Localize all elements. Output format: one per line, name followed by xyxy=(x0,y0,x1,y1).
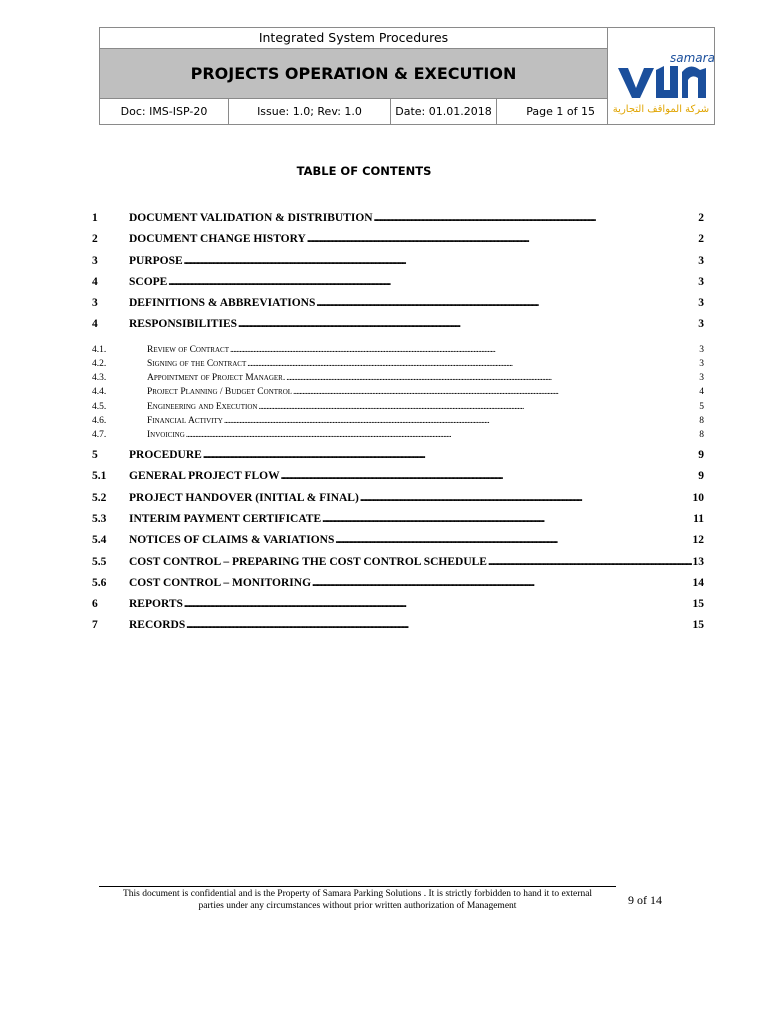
toc-leader-dots xyxy=(224,415,698,427)
toc-leader-dots xyxy=(307,232,697,247)
toc-entry-number: 4.3. xyxy=(92,373,107,384)
toc-entry-number: 1 xyxy=(92,212,98,224)
toc-entry-page: 15 xyxy=(692,619,704,632)
footer-divider xyxy=(99,886,616,887)
toc-entry-page: 8 xyxy=(699,415,704,426)
toc-leader-dots xyxy=(312,576,691,591)
toc-entry-title: Project Planning / Budget Control xyxy=(147,387,293,398)
header-page: Page 1 of 15 xyxy=(526,105,595,118)
footer-line-1: This document is confidential and is the Property of Samara Parking Solutions . It is strictly forbidden to hand it to external xyxy=(122,889,593,899)
table-of-contents xyxy=(92,211,704,640)
toc-entry-page: 3 xyxy=(698,297,704,310)
toc-entry-page: 4 xyxy=(699,387,704,398)
toc-entry-number: 5.6 xyxy=(92,576,107,589)
toc-entry-page: 14 xyxy=(692,576,704,589)
toc-entry-title: RECORDS xyxy=(129,619,186,632)
toc-subentry[interactable] xyxy=(92,415,704,429)
toc-entry-title: DEFINITIONS & ABBREVIATIONS xyxy=(129,297,316,310)
toc-entry-title: Invoicing xyxy=(147,429,185,440)
toc-entry[interactable] xyxy=(92,512,704,533)
toc-entry-number: 4.1. xyxy=(92,344,107,355)
header-system: Integrated System Procedures xyxy=(100,28,607,49)
toc-subentry[interactable] xyxy=(92,372,704,386)
toc-entry-title: COST CONTROL – MONITORING xyxy=(129,576,312,589)
toc-entry-title: DOCUMENT CHANGE HISTORY xyxy=(129,233,306,246)
toc-leader-dots xyxy=(258,401,698,413)
toc-entry-page: 5 xyxy=(699,401,704,412)
toc-leader-dots xyxy=(184,597,692,612)
toc-entry-title: DOCUMENT VALIDATION & DISTRIBUTION xyxy=(129,212,373,224)
toc-entry[interactable] xyxy=(92,491,704,512)
toc-entry-page: 3 xyxy=(699,373,704,384)
toc-entry-number: 5.3 xyxy=(92,512,107,525)
header-info xyxy=(100,28,608,124)
toc-entry[interactable] xyxy=(92,232,704,253)
header-title: PROJECTS OPERATION & EXECUTION xyxy=(100,49,607,99)
toc-entry-page: 3 xyxy=(699,344,704,355)
toc-entry-number: 4 xyxy=(92,318,98,331)
toc-entry-number: 3 xyxy=(92,254,98,267)
toc-entry-page: 15 xyxy=(692,598,704,611)
toc-entry-number: 4.4. xyxy=(92,387,107,398)
toc-leader-dots xyxy=(335,533,691,548)
toc-leader-dots xyxy=(488,555,692,570)
toc-title: TABLE OF CONTENTS xyxy=(296,164,432,178)
toc-entry-title: COST CONTROL – PREPARING THE COST CONTROL SCHEDULE xyxy=(129,555,487,568)
toc-entry-title: GENERAL PROJECT FLOW xyxy=(129,470,280,483)
toc-entry-page: 12 xyxy=(692,534,704,547)
toc-entry-page: 3 xyxy=(698,254,704,267)
company-logo xyxy=(608,28,714,124)
toc-leader-dots xyxy=(230,344,698,356)
toc-leader-dots xyxy=(281,469,698,484)
toc-entry-title: Review of Contract xyxy=(147,344,229,355)
toc-leader-dots xyxy=(374,211,698,226)
toc-entry-title: Engineering and Execution xyxy=(147,401,258,412)
toc-entry-page: 3 xyxy=(698,318,704,331)
toc-leader-dots xyxy=(168,275,697,290)
toc-entry-number: 2 xyxy=(92,233,98,246)
toc-entry-title: PURPOSE xyxy=(129,254,183,267)
header-doc: Doc: IMS-ISP-20 xyxy=(100,99,229,124)
toc-entry-number: 4.7. xyxy=(92,429,107,440)
toc-entry-page: 11 xyxy=(693,512,704,525)
toc-entry-number: 4.6. xyxy=(92,415,107,426)
toc-subentry[interactable] xyxy=(92,358,704,372)
toc-entry-number: 5.5 xyxy=(92,555,107,568)
toc-entry-title: PROCEDURE xyxy=(129,449,202,462)
footer-confidentiality xyxy=(99,889,616,912)
toc-entry-title: NOTICES OF CLAIMS & VARIATIONS xyxy=(129,534,335,547)
toc-leader-dots xyxy=(184,254,698,269)
toc-entry-title: REPORTS xyxy=(129,598,183,611)
header-issue: Issue: 1.0; Rev: 1.0 xyxy=(229,99,391,124)
toc-entry-number: 5.4 xyxy=(92,534,107,547)
toc-entry-number: 4 xyxy=(92,275,98,288)
header-date: Date: 01.01.2018 xyxy=(391,99,497,124)
toc-subentry[interactable] xyxy=(92,344,704,358)
toc-entry-page: 10 xyxy=(692,491,704,504)
toc-subentry[interactable] xyxy=(92,401,704,415)
toc-entry-page: 3 xyxy=(699,358,704,369)
toc-entry-title: PROJECT HANDOVER (INITIAL & FINAL) xyxy=(129,491,359,504)
toc-leader-dots xyxy=(186,618,691,633)
toc-subentry[interactable] xyxy=(92,386,704,400)
toc-entry-number: 7 xyxy=(92,619,98,632)
toc-leader-dots xyxy=(293,386,698,398)
toc-entry-number: 5.2 xyxy=(92,491,107,504)
toc-leader-dots xyxy=(286,372,698,384)
toc-entry-number: 5 xyxy=(92,449,98,462)
toc-entry-title: Financial Activity xyxy=(147,415,223,426)
toc-entry-title: INTERIM PAYMENT CERTIFICATE xyxy=(129,512,322,525)
logo-arabic-text: شركة المواقف التجارية xyxy=(612,104,710,115)
toc-entry-page: 8 xyxy=(699,429,704,440)
toc-entry[interactable] xyxy=(92,618,704,639)
toc-entry[interactable] xyxy=(92,597,704,618)
toc-entry-title: Signing of the Contract xyxy=(147,358,247,369)
toc-entry-title: RESPONSIBILITIES xyxy=(129,318,238,331)
toc-entry[interactable] xyxy=(92,254,704,275)
toc-entry[interactable] xyxy=(92,296,704,317)
toc-entry[interactable] xyxy=(92,533,704,554)
toc-leader-dots xyxy=(238,317,697,332)
toc-entry[interactable] xyxy=(92,275,704,296)
toc-entry-number: 6 xyxy=(92,598,98,611)
toc-entry[interactable] xyxy=(92,317,704,338)
toc-entry-page: 13 xyxy=(692,555,704,568)
toc-entry-page: 9 xyxy=(698,449,704,462)
toc-leader-dots xyxy=(186,429,698,441)
logo-latin-text: samara xyxy=(670,51,714,65)
toc-entry-title: SCOPE xyxy=(129,275,168,288)
samara-logo-icon xyxy=(608,28,714,124)
toc-leader-dots xyxy=(360,491,692,506)
toc-entry-page: 2 xyxy=(698,212,704,224)
footer-page-number: 9 of 14 xyxy=(628,893,662,907)
footer-line-2: parties under any circumstances without prior written authorization of Management xyxy=(198,900,517,911)
toc-entry-number: 3 xyxy=(92,297,98,310)
toc-entry-page: 3 xyxy=(698,275,704,288)
toc-leader-dots xyxy=(203,448,697,463)
toc-entry[interactable] xyxy=(92,211,704,232)
toc-entry[interactable] xyxy=(92,448,704,469)
toc-leader-dots xyxy=(322,512,692,527)
toc-entry-title: Appointment of Project Manager. xyxy=(147,373,286,384)
toc-entry-number: 5.1 xyxy=(92,470,107,483)
toc-entry[interactable] xyxy=(92,576,704,597)
toc-leader-dots xyxy=(316,296,697,311)
toc-entry[interactable] xyxy=(92,555,704,576)
toc-entry-number: 4.5. xyxy=(92,401,107,412)
toc-subentry[interactable] xyxy=(92,429,704,443)
toc-entry[interactable] xyxy=(92,469,704,490)
toc-entry-page: 9 xyxy=(698,470,704,483)
document-header xyxy=(99,27,715,125)
toc-entry-page: 2 xyxy=(698,233,704,246)
toc-entry-number: 4.2. xyxy=(92,358,107,369)
toc-leader-dots xyxy=(247,358,698,370)
header-meta-row xyxy=(100,99,607,124)
